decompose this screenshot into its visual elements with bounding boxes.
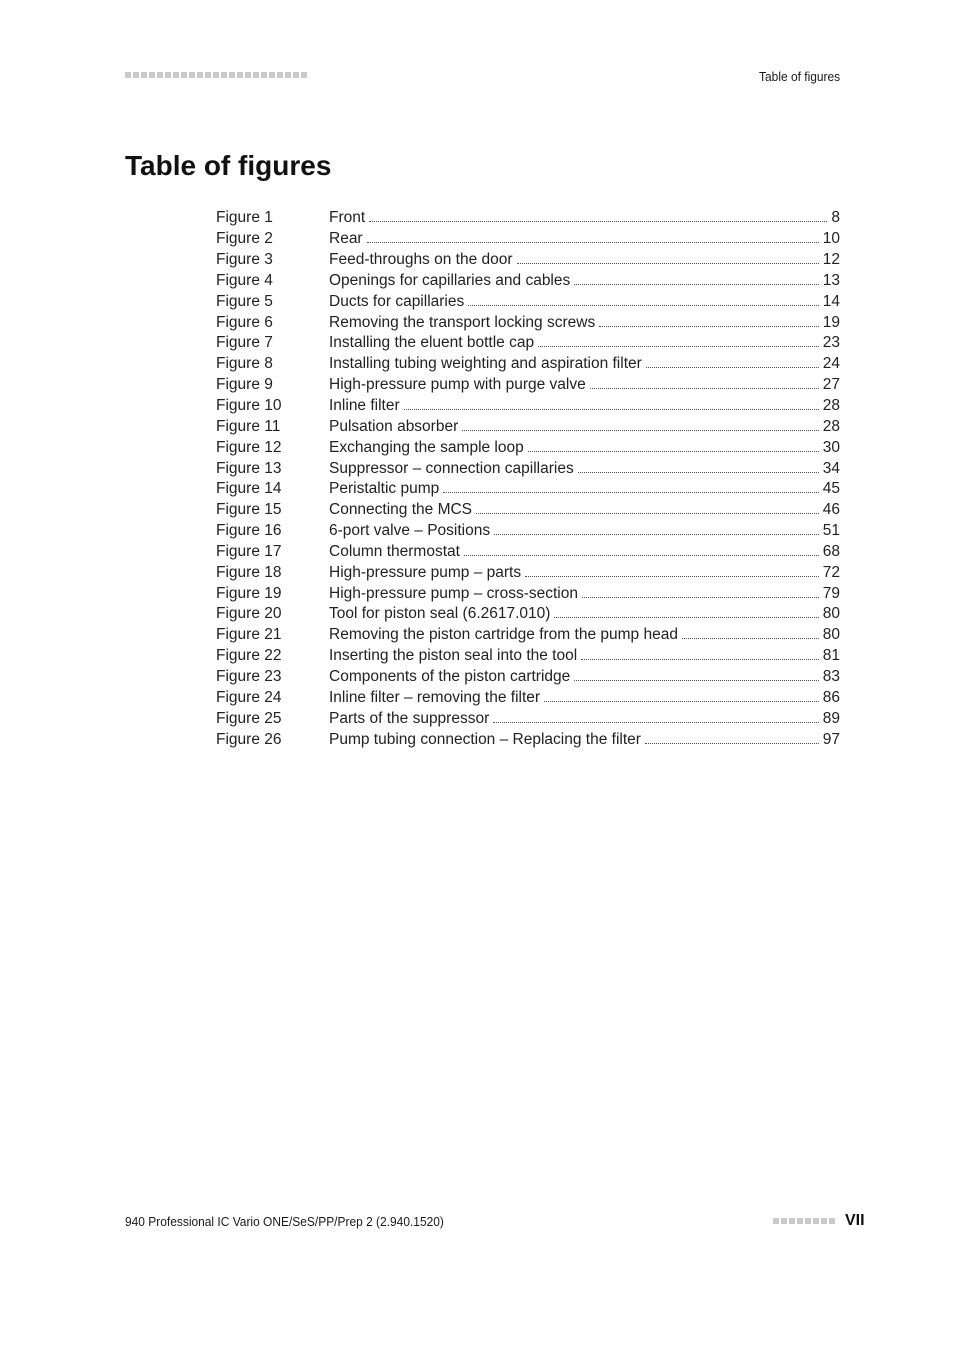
figure-page-number: 45: [822, 480, 840, 498]
dot-leader: [578, 471, 819, 473]
figure-entry[interactable]: [216, 375, 840, 396]
dot-leader: [544, 700, 819, 702]
figure-entry[interactable]: [216, 437, 840, 458]
figure-title: Parts of the suppressor: [329, 709, 490, 727]
dot-leader: [574, 679, 819, 681]
figure-entry-line: [329, 543, 840, 561]
figure-page-number: 80: [822, 605, 840, 623]
figure-entry-line: [329, 522, 840, 540]
marker-square: [181, 72, 187, 78]
figure-number: Figure 14: [216, 480, 282, 498]
figure-number: Figure 2: [216, 230, 273, 248]
figure-title: 6-port valve – Positions: [329, 522, 491, 540]
figure-entry[interactable]: [216, 416, 840, 437]
figure-entry[interactable]: [216, 562, 840, 583]
dot-leader: [590, 387, 819, 389]
figure-entry-line: [329, 314, 840, 332]
figure-page-number: 30: [822, 438, 840, 456]
figure-number: Figure 7: [216, 334, 273, 352]
figure-title: Installing the eluent bottle cap: [329, 334, 535, 352]
figure-page-number: 97: [822, 730, 840, 748]
figure-number: Figure 21: [216, 626, 282, 644]
dot-leader: [525, 575, 819, 577]
figure-entry[interactable]: [216, 291, 840, 312]
figure-number: Figure 19: [216, 584, 282, 602]
figure-number: Figure 23: [216, 667, 282, 685]
figure-page-number: 46: [822, 501, 840, 519]
figure-entry[interactable]: [216, 542, 840, 563]
figure-entry[interactable]: [216, 229, 840, 250]
dot-leader: [574, 283, 819, 285]
figure-page-number: 81: [822, 647, 840, 665]
dot-leader: [494, 533, 819, 535]
marker-square: [165, 72, 171, 78]
figure-entry-line: [329, 251, 840, 269]
marker-square: [773, 1218, 779, 1224]
marker-square: [781, 1218, 787, 1224]
marker-square: [173, 72, 179, 78]
figure-entry-line: [329, 293, 840, 311]
figure-page-number: 19: [822, 313, 840, 331]
marker-square: [253, 72, 259, 78]
figure-entry[interactable]: [216, 729, 840, 750]
dot-leader: [646, 366, 819, 368]
figure-title: Openings for capillaries and cables: [329, 271, 571, 289]
figure-entry-line: [329, 585, 840, 603]
figure-page-number: 34: [822, 459, 840, 477]
figure-number: Figure 15: [216, 501, 282, 519]
figure-entry-line: [329, 397, 840, 415]
marker-square: [149, 72, 155, 78]
figure-entry-line: [329, 418, 840, 436]
figure-entry-line: [329, 230, 840, 248]
footer-marker-squares: [773, 1218, 835, 1224]
figure-title: Peristaltic pump: [329, 480, 440, 498]
marker-square: [229, 72, 235, 78]
dot-leader: [367, 241, 819, 243]
figure-entry-line: [329, 439, 840, 457]
marker-square: [213, 72, 219, 78]
dot-leader: [462, 429, 819, 431]
figure-page-number: 89: [822, 709, 840, 727]
figure-number: Figure 5: [216, 292, 273, 310]
marker-square: [789, 1218, 795, 1224]
figure-entry-line: [329, 272, 840, 290]
figure-entry[interactable]: [216, 687, 840, 708]
marker-square: [277, 72, 283, 78]
figure-page-number: 72: [822, 563, 840, 581]
marker-square: [285, 72, 291, 78]
marker-square: [797, 1218, 803, 1224]
marker-square: [189, 72, 195, 78]
dot-leader: [554, 616, 818, 618]
dot-leader: [682, 637, 819, 639]
figure-title: Pulsation absorber: [329, 417, 459, 435]
figure-entry-line: [329, 480, 840, 498]
dot-leader: [369, 220, 827, 222]
dot-leader: [582, 596, 819, 598]
figure-page-number: 12: [822, 251, 840, 269]
dot-leader: [538, 345, 819, 347]
running-header-title: Table of figures: [758, 69, 840, 84]
dot-leader: [517, 262, 819, 264]
figure-page-number: 68: [822, 542, 840, 560]
figure-number: Figure 24: [216, 688, 282, 706]
figure-entry-line: [329, 626, 840, 644]
figure-number: Figure 12: [216, 438, 282, 456]
figure-title: Components of the piston cartridge: [329, 667, 571, 685]
figure-number: Figure 6: [216, 313, 273, 331]
dot-leader: [645, 742, 819, 744]
figure-title: Inline filter – removing the filter: [329, 688, 541, 706]
figure-title: Inserting the piston seal into the tool: [329, 647, 578, 665]
page-number: VII: [845, 1212, 865, 1229]
figure-page-number: 13: [822, 271, 840, 289]
figure-entry-line: [329, 647, 840, 665]
figure-number: Figure 18: [216, 563, 282, 581]
figure-number: Figure 10: [216, 397, 282, 415]
figure-page-number: 28: [822, 397, 840, 415]
marker-square: [221, 72, 227, 78]
figure-number: Figure 16: [216, 522, 282, 540]
figure-page-number: 8: [831, 209, 840, 227]
figure-entry-line: [329, 334, 840, 352]
figure-title: Rear: [329, 230, 363, 248]
figure-title: Pump tubing connection – Replacing the filter: [329, 730, 641, 748]
figure-entry-line: [329, 605, 840, 623]
footer-product-text: 940 Professional IC Vario ONE/SeS/PP/Prep 2 (2.940.1520): [125, 1214, 444, 1229]
marker-square: [805, 1218, 811, 1224]
figure-entry-line: [329, 668, 840, 686]
figure-entry[interactable]: [216, 354, 840, 375]
figure-entry[interactable]: [216, 604, 840, 625]
marker-square: [133, 72, 139, 78]
figure-page-number: 28: [822, 417, 840, 435]
figure-entry-line: [329, 460, 840, 478]
figure-entry-line: [329, 501, 840, 519]
marker-square: [125, 72, 131, 78]
figure-number: Figure 26: [216, 730, 282, 748]
figure-entry[interactable]: [216, 458, 840, 479]
figure-entry[interactable]: [216, 333, 840, 354]
marker-square: [269, 72, 275, 78]
figure-page-number: 83: [822, 667, 840, 685]
figure-entry[interactable]: [216, 646, 840, 667]
figure-entry-line: [329, 376, 840, 394]
figure-entry-line: [329, 689, 840, 707]
figure-number: Figure 8: [216, 355, 273, 373]
figure-entry[interactable]: [216, 208, 840, 229]
figure-entry-line: [329, 564, 840, 582]
figure-page-number: 24: [822, 355, 840, 373]
marker-square: [245, 72, 251, 78]
marker-square: [197, 72, 203, 78]
figure-title: Tool for piston seal (6.2617.010): [329, 605, 551, 623]
header-marker-squares: [125, 72, 307, 78]
figure-title: Front: [329, 209, 366, 227]
figure-title: High-pressure pump with purge valve: [329, 376, 586, 394]
figure-page-number: 86: [822, 688, 840, 706]
figure-title: Suppressor – connection capillaries: [329, 459, 574, 477]
figure-number: Figure 9: [216, 376, 273, 394]
figure-entry[interactable]: [216, 312, 840, 333]
figure-entry[interactable]: [216, 271, 840, 292]
figure-entry[interactable]: [216, 521, 840, 542]
figure-title: Connecting the MCS: [329, 501, 473, 519]
figure-page-number: 27: [822, 376, 840, 394]
marker-square: [237, 72, 243, 78]
figure-page-number: 10: [822, 230, 840, 248]
figure-page-number: 79: [822, 584, 840, 602]
figure-entry[interactable]: [216, 396, 840, 417]
figure-title: Inline filter: [329, 397, 400, 415]
dot-leader: [468, 304, 819, 306]
dot-leader: [404, 408, 819, 410]
figure-number: Figure 13: [216, 459, 282, 477]
dot-leader: [464, 554, 819, 556]
figure-title: Removing the transport locking screws: [329, 313, 596, 331]
figure-title: Removing the piston cartridge from the pump head: [329, 626, 678, 644]
figure-entry[interactable]: [216, 250, 840, 271]
figure-title: High-pressure pump – parts: [329, 563, 522, 581]
marker-square: [205, 72, 211, 78]
marker-square: [821, 1218, 827, 1224]
figure-number: Figure 1: [216, 209, 273, 227]
marker-square: [261, 72, 267, 78]
figure-entry[interactable]: [216, 479, 840, 500]
figure-number: Figure 11: [216, 417, 281, 435]
figure-number: Figure 4: [216, 271, 273, 289]
figure-title: Feed-throughs on the door: [329, 251, 513, 269]
figure-entry-line: [329, 710, 840, 728]
figure-number: Figure 17: [216, 542, 282, 560]
figure-title: Installing tubing weighting and aspiration filter: [329, 355, 642, 373]
dot-leader: [528, 450, 819, 452]
figure-title: Exchanging the sample loop: [329, 438, 524, 456]
figure-entry-line: [329, 209, 840, 227]
figure-page-number: 80: [822, 626, 840, 644]
dot-leader: [493, 721, 819, 723]
marker-square: [141, 72, 147, 78]
figure-title: Ducts for capillaries: [329, 292, 465, 310]
marker-square: [829, 1218, 835, 1224]
figure-page-number: 14: [822, 292, 840, 310]
figure-number: Figure 22: [216, 647, 282, 665]
dot-leader: [476, 512, 819, 514]
dot-leader: [581, 658, 819, 660]
figure-number: Figure 3: [216, 251, 273, 269]
figure-title: High-pressure pump – cross-section: [329, 584, 578, 602]
figure-entry[interactable]: [216, 667, 840, 688]
figure-entry[interactable]: [216, 708, 840, 729]
figure-entry-line: [329, 355, 840, 373]
figure-entry[interactable]: [216, 500, 840, 521]
marker-square: [301, 72, 307, 78]
figure-entry[interactable]: [216, 583, 840, 604]
figure-number: Figure 20: [216, 605, 282, 623]
figure-number: Figure 25: [216, 709, 282, 727]
figure-page-number: 23: [822, 334, 840, 352]
marker-square: [813, 1218, 819, 1224]
figure-title: Column thermostat: [329, 542, 460, 560]
figure-page-number: 51: [822, 522, 840, 540]
figure-entry-line: [329, 731, 840, 749]
dot-leader: [443, 491, 818, 493]
marker-square: [157, 72, 163, 78]
page-title: Table of figures: [125, 150, 332, 181]
marker-square: [293, 72, 299, 78]
figures-list: [216, 208, 840, 750]
dot-leader: [599, 325, 819, 327]
figure-entry[interactable]: [216, 625, 840, 646]
